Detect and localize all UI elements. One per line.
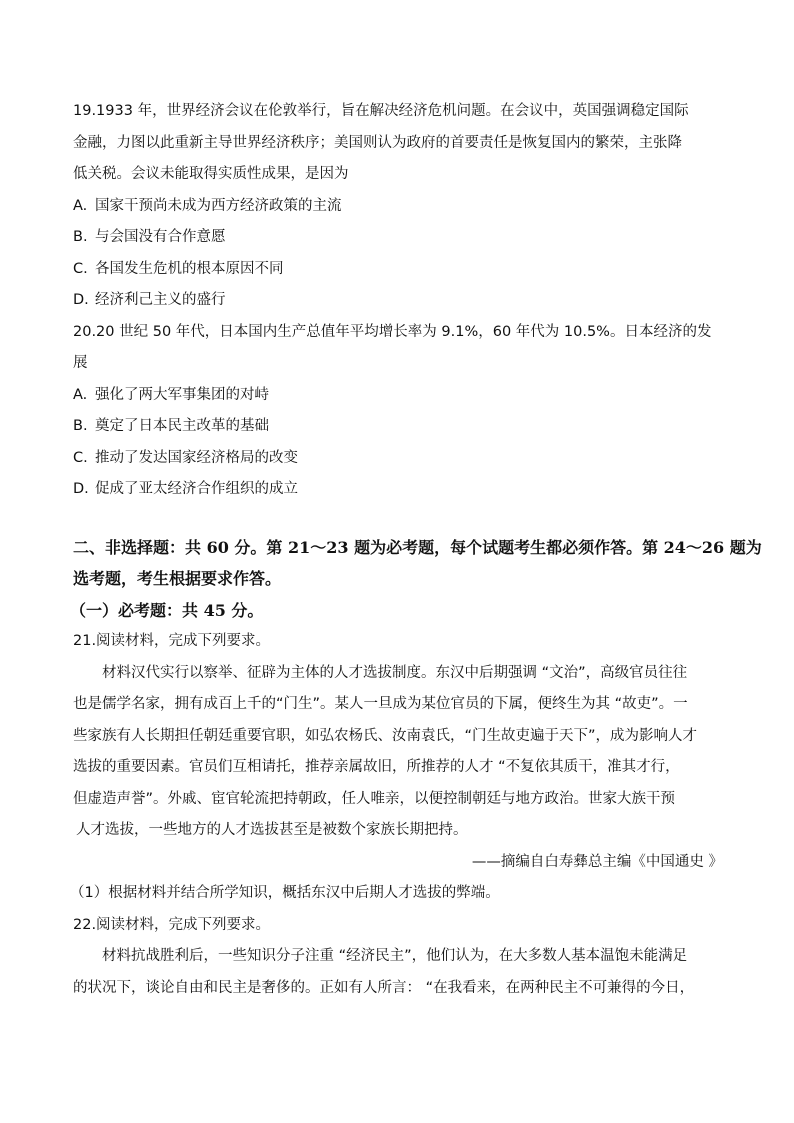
q21-source: ——摘编自白寿彝总主编《中国通史 》: [471, 853, 723, 870]
option-letter: C.: [73, 449, 88, 466]
q19-option-d: [73, 285, 723, 317]
option-text: 推动了发达国家经济格局的改变: [95, 449, 298, 466]
question-22: [73, 910, 723, 1005]
option-text: 促成了亚太经济合作组织的成立: [95, 481, 298, 497]
q20-option-b: [73, 411, 723, 443]
q21-material-line-6: 人才选拔，一些地方的人才选拔甚至是被数个家族长期把持。: [76, 822, 468, 838]
q19-stem-line-2: 金融，力图以此重新主导世界经济秩序；美国则认为政府的首要责任是恢复国内的繁荣，主张降: [73, 134, 682, 151]
q21-material-line-2: 也是儒学名家，拥有成百上千的“门生”。某人一旦成为某位官员的下属，便终生为其 “故吏”。一: [73, 696, 688, 712]
q20-stem-line-1: 20.20 世纪 50 年代，日本国内生产总值年平均增长率为 9.1%，60 年代为 10.5%。日本经济的发: [73, 323, 712, 340]
q21-material-line-1: 材料汉代实行以察举、征辟为主体的人才选拔制度。东汉中后期强调 “文治”，高级官员往往: [102, 664, 688, 681]
question-19: [73, 96, 723, 317]
section-title-line-2: 选考题，考生根据要求作答。: [73, 569, 282, 588]
q21-intro: 21.阅读材料，完成下列要求。: [73, 633, 271, 649]
q20-option-c: [73, 443, 723, 475]
q20-option-a: [73, 380, 723, 412]
q19-option-c: [73, 254, 723, 286]
section-title-line-1: 二、非选择题：共 60 分。第 21～23 题为必考题，每个试题考生都必须作答。第 24～26 题为: [73, 537, 762, 557]
question-21: [70, 626, 723, 910]
option-text: 与会国没有合作意愿: [95, 229, 226, 245]
exam-page: [70, 96, 762, 1004]
q19-stem-line-1: 19.1933 年，世界经济会议在伦敦举行，旨在解决经济危机问题。在会议中，英国强调稳定国际: [73, 103, 689, 119]
option-text: 国家干预尚未成为西方经济政策的主流: [95, 197, 342, 214]
q21-subquestion-1: （1）根据材料并结合所学知识，概括东汉中后期人才选拔的弊端。: [70, 885, 500, 901]
q20-option-d: [73, 474, 723, 506]
option-text: 奠定了日本民主改革的基础: [95, 418, 269, 434]
q19-stem-line-3: 低关税。会议未能取得实质性成果，是因为: [73, 166, 349, 182]
q22-material-line-1: 材料抗战胜利后，一些知识分子注重 “经济民主”，他们认为，在大多数人基本温饱未能满足: [102, 948, 688, 964]
option-letter: A.: [73, 386, 88, 403]
option-text: 强化了两大军事集团的对峙: [95, 386, 269, 403]
q19-option-b: [73, 222, 723, 254]
option-letter: D.: [73, 481, 89, 497]
option-letter: B.: [73, 229, 88, 245]
q21-material-line-4: 选拔的重要因素。官员们互相请托，推荐亲属故旧，所推荐的人才 “不复依其质干，准其才行，: [73, 759, 680, 775]
option-letter: A.: [73, 197, 88, 214]
q21-material-line-5: 但虚造声誉”。外戚、宦官轮流把持朝政，任人唯亲，以便控制朝廷与地方政治。世家大族干预: [73, 790, 676, 807]
subsection-title: （一）必考题：共 45 分。: [70, 600, 264, 620]
q19-option-a: [73, 191, 723, 223]
q22-intro: 22.阅读材料，完成下列要求。: [73, 916, 271, 933]
option-text: 各国发生危机的根本原因不同: [95, 260, 284, 277]
section-spacer: [73, 506, 723, 532]
option-letter: B.: [73, 418, 88, 434]
option-letter: C.: [73, 260, 88, 277]
q22-material-line-2: 的状况下，谈论自由和民主是奢侈的。正如有人所言： “在我看来，在两种民主不可兼得的今日，: [73, 979, 695, 996]
q20-stem-line-2: 展: [73, 355, 88, 371]
section-2-heading: [70, 532, 762, 627]
q21-material-line-3: 些家族有人长期担任朝廷重要官职，如弘农杨氏、汝南袁氏，“门生故吏遍于天下”，成为影响人才: [73, 727, 698, 744]
option-letter: D.: [73, 292, 89, 308]
question-20: [73, 317, 723, 506]
option-text: 经济利己主义的盛行: [95, 292, 226, 308]
